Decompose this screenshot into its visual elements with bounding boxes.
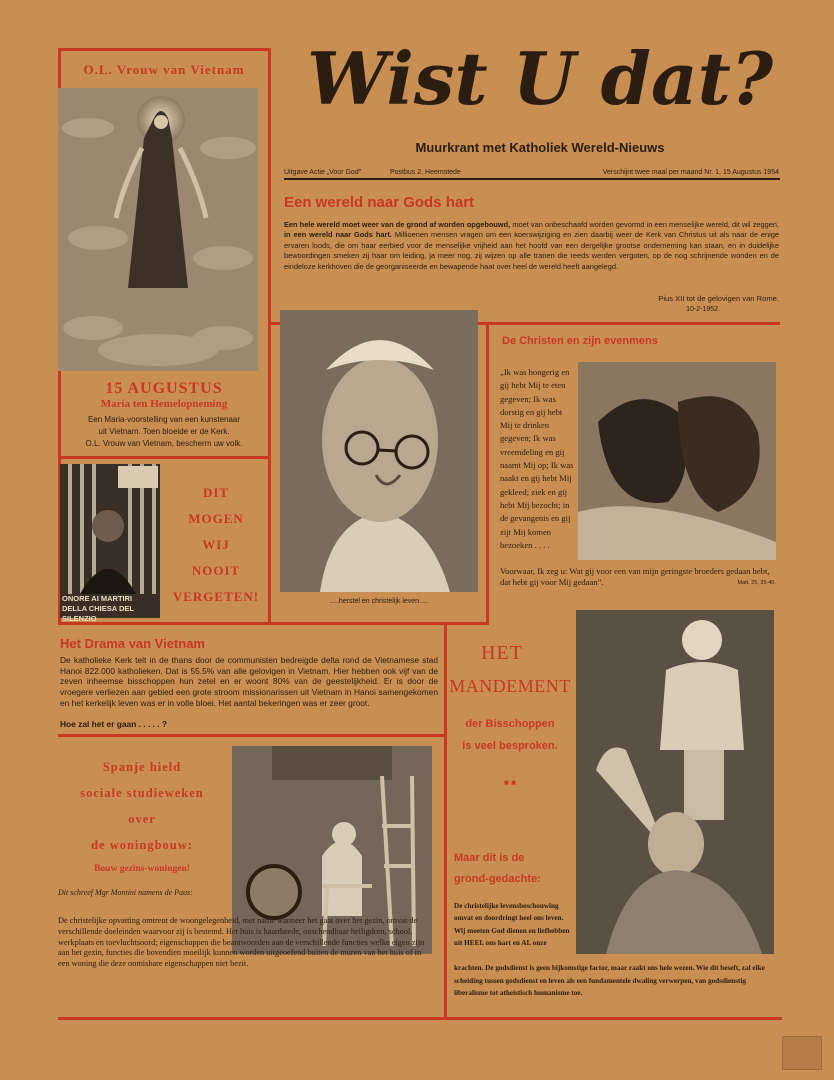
- martyr-slogan-line: MOGEN: [188, 511, 244, 526]
- mandement-divider: ■ ■: [504, 778, 516, 787]
- masthead-issue: Verschijnt twee maal per maand Nr. 1, 15 Augustus 1954: [602, 169, 779, 176]
- mandement-title-1: HET: [481, 642, 523, 664]
- corner-stamp: [782, 1036, 822, 1070]
- spanje-subheading: Bouw gezins-woningen!: [94, 864, 190, 874]
- lead-body: [284, 220, 779, 272]
- spanje-body: De christelijke opvatting omtrent de woongelegenheid, met name wanneer het gaat over het gezin, omvat de verschillende doeleinden waarvoor zij is bestemd. Het huis is haardstede, onschendbaar heiligdom, school, werkplaats en toevluchtsoord; eigenschappen die beantwoorden aan de verschillende functies welke eigen zijn aan het gezin, functies die bovendien moeilijk kunnen worden uitgeoefend buiten de muren van het huis of in een woning die deze onmisbare eigenschappen niet bezit.: [58, 916, 425, 969]
- mandement-text-narrow: De christelijke levensbeschouwing omvat en doordringt heel ons leven. Wij moeten God dienen en liefhebben uit HEEL ons hart en AL onze: [454, 902, 570, 948]
- mandement-text-wide: krachten. De godsdienst is geen bijkomstige factor, maar raakt ons hele wezen. Wie dit beseft, zal elke scheiding tussen godsdienst en leven als een fundamentele dwaling verwerpen, van godsdienstig liberalisme tot atheistisch humanisme toe.: [454, 964, 765, 998]
- frame-rule-mid: [268, 48, 271, 623]
- martyr-slogan-line: VERGETEN!: [172, 589, 260, 604]
- lead-text-2: Millioenen mensen vragen om een koerswijziging en zien daarbij weer de Kerk van Christus uit als naar de enige ervaren loods, die om haar eerbied voor de menselijke vrijheid aan het hoofd van een dergelijke grootse onderneming kan staan, en in duidelijke bewoordingen smeken zij haar om leiding, ja meer nog, zij wijzen op alle tranen die reeds werden vergoten, op de nog schrijnende wonden en de eindeloze kerkhoven die de georganiseerde en bewapende haat over heel de wereld heeft aangelegd.: [284, 230, 780, 271]
- christen-reference: Matt. 25, 35-40.: [737, 580, 776, 586]
- frame-rule-mandement-left: [444, 624, 447, 1019]
- frame-rule-christen-left: [486, 322, 489, 625]
- masthead-subtitle: Muurkrant met Katholiek Wereld-Nieuws: [415, 140, 665, 155]
- frame-rule-bottom: [58, 1017, 782, 1020]
- madonna-caption-line: Een Maria-voorstelling van een kunstenaar: [87, 415, 241, 424]
- masthead-address: Postbus 2, Heemstede: [390, 169, 461, 176]
- martyr-slogan-line: DIT: [202, 485, 230, 500]
- martyr-poster-image: [60, 464, 160, 623]
- pope-photo-caption: .....herstel en christelijk leven.....: [329, 598, 429, 605]
- spanje-heading-line: sociale studieweken: [80, 786, 204, 800]
- spanje-heading-line: de woningbouw:: [91, 838, 193, 852]
- christen-heading: De Christen en zijn evenmens: [502, 335, 658, 347]
- spanje-heading-line: over: [128, 812, 156, 826]
- martyr-slogan-line: WIJ: [202, 537, 230, 552]
- madonna-image: [58, 88, 258, 371]
- masthead-publisher: Uitgave Actie „Voor God”: [284, 169, 362, 176]
- lead-signature: Pius XII tot de gelovigen van Rome.: [658, 294, 779, 303]
- martyr-slogan: [166, 480, 266, 610]
- mandement-title-2: MANDEMENT: [449, 676, 571, 696]
- spanje-heading-line: Spanje hield: [102, 760, 182, 774]
- drama-body: De katholieke Kerk telt in de thans door de communisten bedreigde delta rond de Vietnamese stad Hanoi 822.000 katholieken. Dat is 55.5% van alle gelovigen in Vietnam. Hier hebben ook vijf van de zeven inheemse bisschoppen hun zetel en er woont 80% van de geestelijkheid. Er is door de vroegere verliezen aan gebied een grote stroom missionarissen uit Vietnam in Hanoi samengekomen en het kerkelijk leven was er in volle bloei. Het aantal bekeringen was er zeer groot.: [60, 655, 438, 708]
- madonna-caption-line: O.L. Vrouw van Vietnam, bescherm uw volk.: [85, 439, 243, 448]
- masthead-title: Wist U dat?: [306, 36, 774, 121]
- mandement-question-2: grond-gedachte:: [454, 873, 541, 885]
- drama-question: Hoe zal het er gaan . . . . . ?: [60, 719, 168, 729]
- christen-closing: Voorwaar, Ik zeg u: Wat gij voor een van mijn geringste broeders gedaan hebt, dat hebt gij voor Mij gedaan”.: [500, 566, 770, 587]
- madonna-caption: [62, 414, 266, 450]
- martyr-poster-caption-line: DELLA CHIESA DEL SILENZIO: [62, 604, 134, 623]
- martyr-poster-caption-line: ONORE AI MARTIRI: [62, 594, 133, 603]
- madonna-heading: O.L. Vrouw van Vietnam: [83, 62, 245, 77]
- madonna-date-title: 15 AUGUSTUS: [105, 380, 223, 397]
- drama-heading: Het Drama van Vietnam: [60, 636, 205, 651]
- spanje-heading: [60, 754, 224, 858]
- christen-quote: „Ik was hongerig en gij hebt Mij te eten gegeven; Ik was dorstig en gij hebt Mij te drinken gegeven; Ik was vreemdeling en gij naamt Mij op; Ik was naakt en gij hebt Mij gekleed; ziek en gij hebt Mij bezocht; in de gevangenis en gij zijt Mij komen bezoeken . . . .: [500, 367, 574, 550]
- madonna-feast: Maria ten Hemelopneming: [100, 398, 228, 410]
- lead-bold-intro: Een hele wereld moet weer van de grond af worden opgebouwd,: [284, 220, 511, 229]
- father-child-photo: [576, 610, 774, 954]
- mandement-sub-1: der Bisschoppen: [465, 718, 555, 730]
- lead-signature-date: 10-2-1952.: [686, 306, 720, 313]
- martyr-slogan-line: NOOIT: [191, 563, 241, 578]
- lead-heading: Een wereld naar Gods hart: [284, 194, 475, 211]
- martyr-poster-caption: [62, 594, 160, 624]
- lead-text-1: moet van onbeschaafd worden gevormd in een menselijke wereld, dit wil zeggen,: [512, 220, 779, 229]
- frame-rule-h1: [58, 456, 271, 459]
- mandement-sub-2: is veel besproken.: [462, 740, 558, 752]
- frame-rule-drama-bottom: [58, 734, 446, 737]
- masthead-rule: [284, 178, 780, 180]
- pope-photo: [280, 310, 478, 592]
- frame-rule-top-left: [58, 48, 270, 51]
- mandement-question-1: Maar dit is de: [454, 852, 525, 864]
- bread-photo: [578, 362, 776, 560]
- lead-bold-mid: in een wereld naar Gods hart.: [284, 230, 392, 240]
- spanje-intro: Dit schreef Mgr Montini namens de Paus:: [58, 888, 193, 897]
- madonna-caption-line: uit Vietnam. Toen bloeide er de Kerk.: [98, 427, 230, 436]
